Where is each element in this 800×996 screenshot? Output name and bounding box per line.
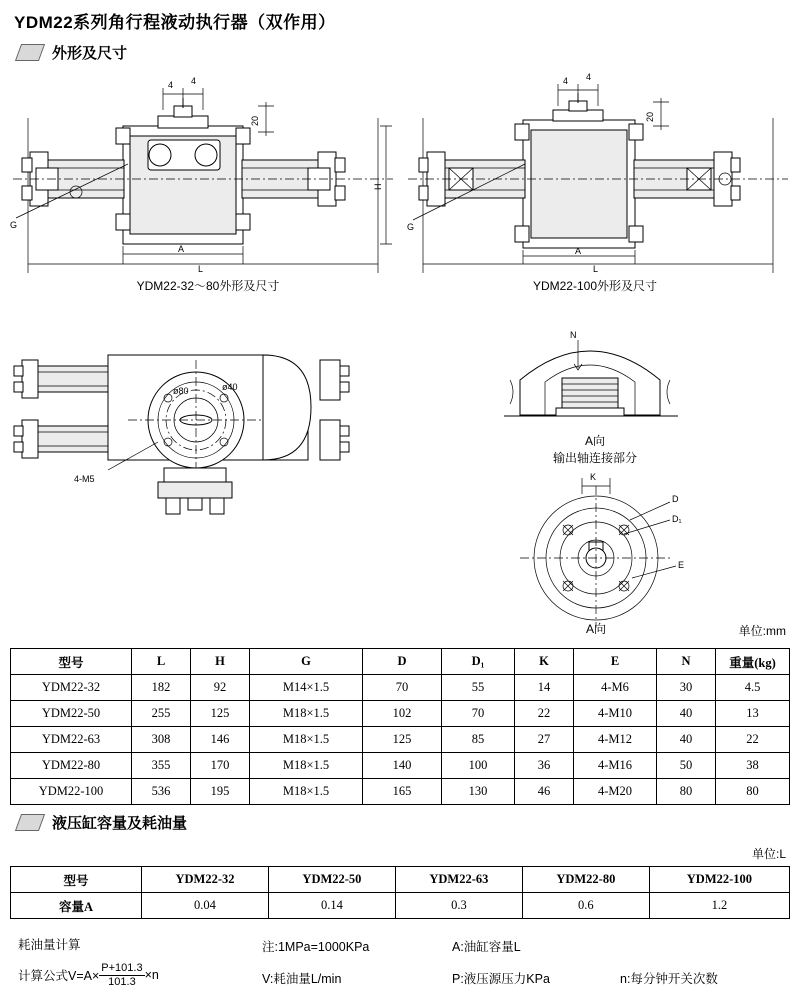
th-weight: 重量(kg) [716,649,790,675]
cell-g: M18×1.5 [250,701,363,727]
th-e: E [574,649,657,675]
cell-d1: 85 [442,727,515,753]
cell-k: 22 [515,701,574,727]
cell-n: 30 [657,675,716,701]
note-pressure: P:液压源压力KPa [452,972,550,986]
figure-ydm22-100-elevation [403,68,793,273]
svg-text:N: N [570,330,577,340]
section-label: 外形及尺寸 [52,45,128,62]
svg-text:A: A [178,244,185,254]
table-header-row [11,649,790,675]
figure-ydm22-32-80-elevation [8,68,398,273]
row-label-capacity: 容量A [11,893,142,919]
cell-n: 50 [657,753,716,779]
figure-a-view-shaft [490,320,690,430]
note-capacity: A:油缸容量L [452,940,521,954]
cell-model: YDM22-100 [11,779,132,805]
cell-capacity-1: 0.04 [142,893,269,919]
cell-weight: 22 [716,727,790,753]
svg-text:4: 4 [563,76,569,86]
formula-numerator: P+101.3 [101,962,143,974]
formula-denominator: 101.3 [108,975,136,988]
capacity-table [10,866,790,919]
cell-g: M18×1.5 [250,779,363,805]
cell-model: YDM22-50 [11,701,132,727]
svg-text:20: 20 [250,115,260,126]
svg-text:D₁: D₁ [672,514,682,524]
svg-text:4-M5: 4-M5 [74,474,95,484]
th-l: L [132,649,191,675]
svg-text:G: G [407,222,415,232]
svg-text:20: 20 [645,111,655,122]
th-model-3: YDM22-63 [395,867,522,893]
svg-text:4: 4 [191,76,197,86]
dimensions-table [10,648,790,805]
cell-k: 27 [515,727,574,753]
cell-k: 46 [515,779,574,805]
formula-block [18,962,159,988]
svg-text:D: D [672,494,679,504]
cell-d: 140 [363,753,442,779]
table-row [11,701,790,727]
cell-d1: 100 [442,753,515,779]
cell-h: 92 [191,675,250,701]
th-model: 型号 [11,649,132,675]
figure3-caption-line2: 输出轴连接部分 [552,451,637,465]
section-marker-icon [15,44,45,61]
th-d1: D₁ [442,649,515,675]
cell-d1: 130 [442,779,515,805]
cell-capacity-4: 0.6 [522,893,649,919]
th-model-4: YDM22-80 [522,867,649,893]
cell-weight: 13 [716,701,790,727]
cell-g: M14×1.5 [250,675,363,701]
cell-g: M18×1.5 [250,727,363,753]
section-heading-capacity [18,812,187,833]
cell-l: 255 [132,701,191,727]
cell-n: 40 [657,701,716,727]
cell-n: 40 [657,727,716,753]
cell-n: 80 [657,779,716,805]
svg-text:L: L [198,264,204,273]
table-row [11,675,790,701]
cell-k: 14 [515,675,574,701]
table-row [11,753,790,779]
note-flow: V:耗油量L/min [262,972,342,986]
cell-d: 165 [363,779,442,805]
cell-h: 146 [191,727,250,753]
table-row [11,727,790,753]
figure-bolt-circle [490,468,710,628]
th-model: 型号 [11,867,142,893]
cell-d: 70 [363,675,442,701]
figure2-caption: YDM22-100外形及尺寸 [532,279,658,293]
figure-plan-view [8,310,388,530]
svg-text:ø80: ø80 [173,386,189,396]
cell-d1: 70 [442,701,515,727]
svg-text:4: 4 [168,80,174,90]
figure4-caption: A向 [585,622,606,636]
th-g: G [250,649,363,675]
th-n: N [657,649,716,675]
section-label: 液压缸容量及耗油量 [52,815,188,832]
cell-h: 195 [191,779,250,805]
svg-text:H: H [373,183,383,190]
th-model-5: YDM22-100 [649,867,789,893]
unit-label-mm: 单位:mm [738,624,786,638]
formula-fraction [99,962,144,988]
th-h: H [191,649,250,675]
cell-weight: 4.5 [716,675,790,701]
page-title: YDM22系列角行程液动执行器（双作用） [14,13,336,32]
cell-d: 125 [363,727,442,753]
table-header-row [11,867,790,893]
th-d: D [363,649,442,675]
cell-k: 36 [515,753,574,779]
svg-text:ø40: ø40 [222,382,238,392]
cell-d: 102 [363,701,442,727]
figure1-caption: YDM22-32～80外形及尺寸 [136,279,280,293]
th-k: K [515,649,574,675]
unit-label-l: 单位:L [751,847,786,861]
svg-text:L: L [593,264,599,273]
cell-l: 308 [132,727,191,753]
formula-prefix: 计算公式V=A× [18,969,100,984]
cell-l: 355 [132,753,191,779]
table-row [11,893,790,919]
note-cycles: n:每分钟开关次数 [620,972,718,986]
section-marker-icon [15,814,45,831]
cell-capacity-3: 0.3 [395,893,522,919]
section-heading-dimensions [18,42,127,63]
figure3-caption-line1: A向 [584,434,605,448]
cell-d1: 55 [442,675,515,701]
svg-text:K: K [590,472,597,482]
cell-capacity-5: 1.2 [649,893,789,919]
cell-e: 4-M10 [574,701,657,727]
cell-e: 4-M16 [574,753,657,779]
cell-h: 170 [191,753,250,779]
cell-capacity-2: 0.14 [268,893,395,919]
cell-weight: 80 [716,779,790,805]
cell-weight: 38 [716,753,790,779]
cell-l: 182 [132,675,191,701]
th-model-2: YDM22-50 [268,867,395,893]
cell-model: YDM22-80 [11,753,132,779]
svg-text:4: 4 [586,72,592,82]
th-model-1: YDM22-32 [142,867,269,893]
cell-e: 4-M12 [574,727,657,753]
cell-e: 4-M6 [574,675,657,701]
cell-model: YDM22-32 [11,675,132,701]
calc-title: 耗油量计算 [18,938,81,952]
svg-text:E: E [678,560,685,570]
cell-e: 4-M20 [574,779,657,805]
table-row [11,779,790,805]
svg-text:A: A [575,246,582,256]
cell-l: 536 [132,779,191,805]
cell-model: YDM22-63 [11,727,132,753]
formula-suffix: ×n [144,968,159,983]
cell-g: M18×1.5 [250,753,363,779]
note-mpa: 注:1MPa=1000KPa [262,940,370,954]
svg-text:G: G [10,220,18,230]
cell-h: 125 [191,701,250,727]
